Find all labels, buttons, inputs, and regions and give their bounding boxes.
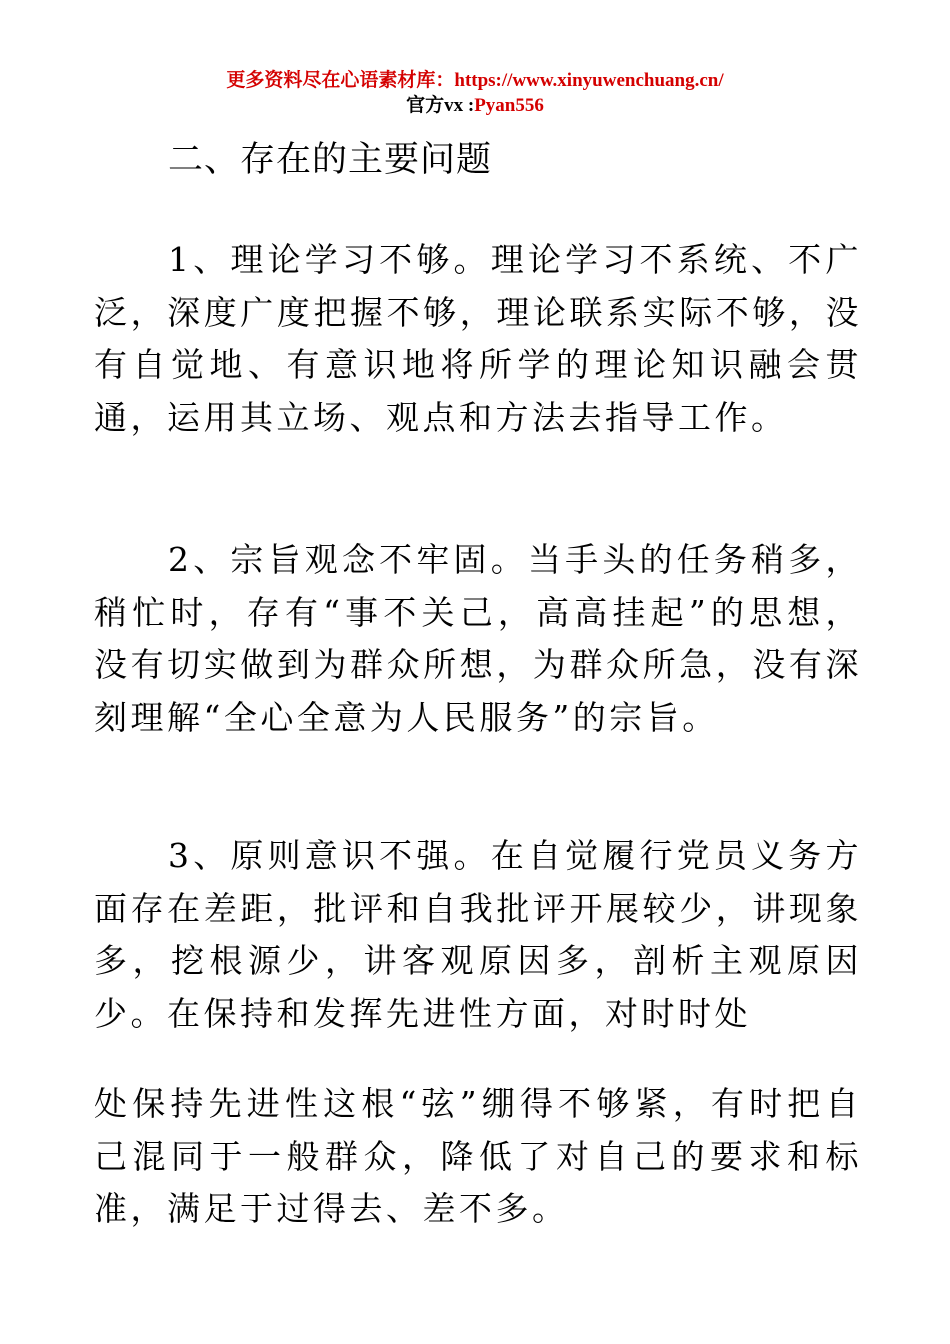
wechat-contact (0, 93, 950, 118)
paragraph-theory-study: 1、理论学习不够。理论学习不系统、不广泛，深度广度把握不够，理论联系实际不够，没有自觉地、有意识地将所学的理论知识融会贯通，运用其立场、观点和方法去指导工作。 (94, 240, 862, 437)
promo-header (0, 68, 950, 118)
wechat-label: 官方vx : (406, 95, 475, 116)
paragraph-principle-awareness-continued: 处保持先进性这根“弦”绷得不够紧，有时把自己混同于一般群众，降低了对自己的要求和标准，满足于过得去、差不多。 (94, 1084, 862, 1228)
paragraph-purpose-concept: 2、宗旨观念不牢固。当手头的任务稍多，稍忙时，存有“事不关己，高高挂起”的思想，没有切实做到为群众所想，为群众所急，没有深刻理解“全心全意为人民服务”的宗旨。 (94, 540, 862, 737)
paragraph-principle-awareness: 3、原则意识不强。在自觉履行党员义务方面存在差距，批评和自我批评开展较少，讲现象多，挖根源少，讲客观原因多，剖析主观原因少。在保持和发挥先进性方面，对时时处 (94, 836, 862, 1033)
promo-link-text[interactable]: 更多资料尽在心语素材库：https://www.xinyuwenchuang.cn/ (226, 70, 724, 91)
wechat-id: Pyan556 (474, 95, 544, 116)
section-title: 二、存在的主要问题 (168, 140, 493, 180)
